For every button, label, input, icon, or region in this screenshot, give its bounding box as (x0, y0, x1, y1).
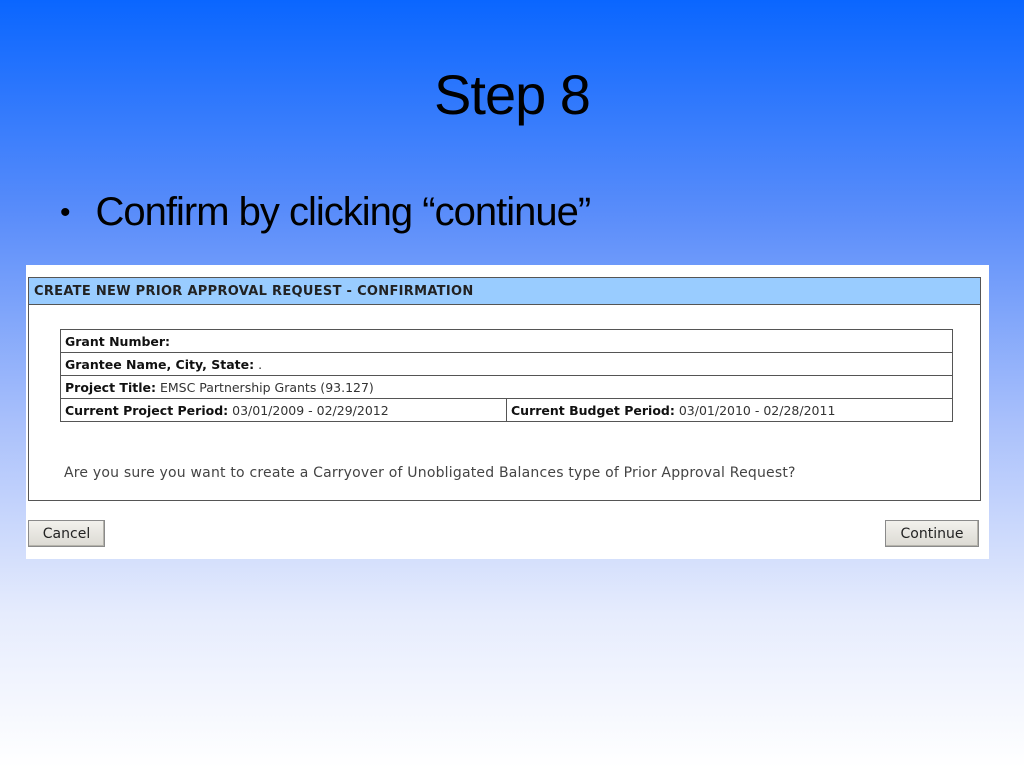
grantee-cell (61, 353, 953, 376)
bullet-dot-icon: • (60, 195, 70, 229)
bullet-text: Confirm by clicking “continue” (95, 190, 591, 234)
cancel-button[interactable]: Cancel (28, 520, 105, 547)
slide-title: Step 8 (434, 63, 590, 126)
grant-number-label: Grant Number: (65, 333, 171, 349)
table-row (61, 353, 953, 376)
project-title-value: EMSC Partnership Grants (93.127) (159, 379, 374, 395)
project-period-value: 03/01/2009 - 02/29/2012 (232, 402, 389, 418)
budget-period-label: Current Budget Period: (511, 402, 675, 418)
budget-period-cell (507, 399, 953, 422)
grant-info-table (60, 329, 953, 422)
confirmation-panel (28, 277, 981, 501)
grant-number-cell (61, 330, 953, 353)
table-row (61, 399, 953, 422)
grantee-label: Grantee Name, City, State: (65, 356, 255, 372)
project-period-label: Current Project Period: (65, 402, 229, 418)
budget-period-value: 03/01/2010 - 02/28/2011 (678, 402, 836, 418)
form-screenshot (26, 265, 989, 559)
panel-header: CREATE NEW PRIOR APPROVAL REQUEST - CONFIRMATION (29, 278, 980, 305)
grantee-value: . (258, 356, 263, 372)
table-row (61, 330, 953, 353)
bullet-point (60, 190, 590, 235)
continue-button[interactable]: Continue (885, 520, 979, 547)
confirmation-question: Are you sure you want to create a Carryover of Unobligated Balances type of Prior Approval Request? (64, 465, 796, 481)
project-period-cell (61, 399, 507, 422)
project-title-label: Project Title: (65, 379, 156, 395)
table-row (61, 376, 953, 399)
project-title-cell (61, 376, 953, 399)
